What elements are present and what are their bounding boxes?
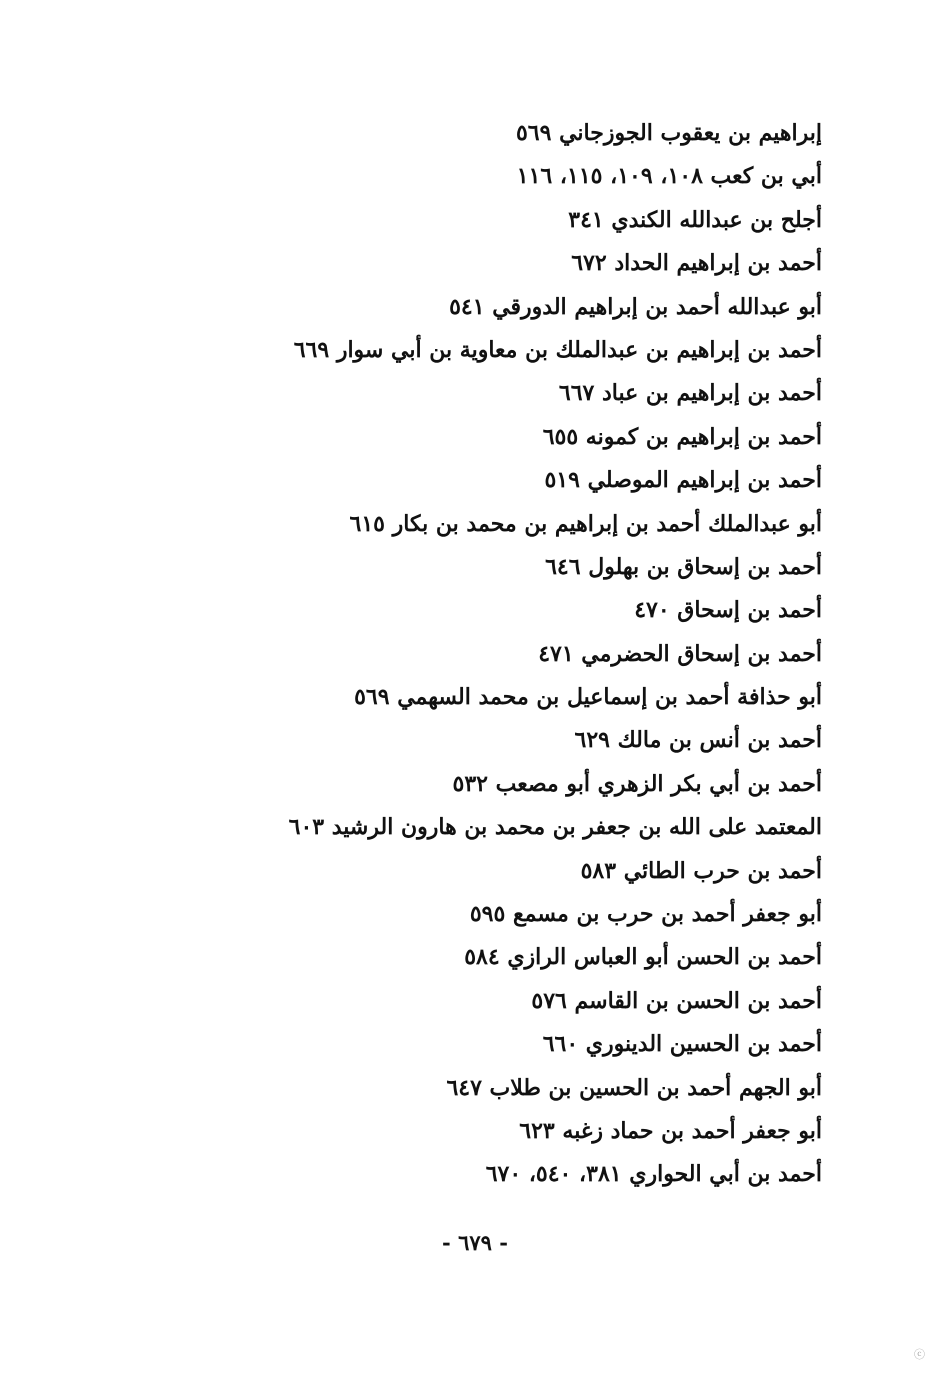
index-entry: أبو عبدالله أحمد بن إبراهيم الدورقي ٥٤١ bbox=[449, 293, 822, 320]
index-entry: أحمد بن إسحاق بن بهلول ٦٤٦ bbox=[545, 553, 822, 580]
index-entry: أحمد بن إبراهيم بن عبدالملك بن معاوية بن أبي سوار ٦٦٩ bbox=[293, 336, 822, 363]
corner-mark: ⓒ bbox=[914, 1348, 925, 1361]
index-list bbox=[102, 112, 822, 1197]
index-entry: أحمد بن إبراهيم الحداد ٦٧٢ bbox=[571, 250, 822, 277]
index-entry: أحمد بن الحسين الدينوري ٦٦٠ bbox=[542, 1031, 822, 1058]
index-entry: أحمد بن إبراهيم الموصلي ٥١٩ bbox=[544, 467, 822, 494]
index-entry: أحمد بن إسحاق ٤٧٠ bbox=[634, 597, 822, 624]
index-entry: أجلح بن عبدالله الكندي ٣٤١ bbox=[568, 206, 822, 233]
index-entry: أحمد بن إبراهيم بن كمونه ٦٥٥ bbox=[542, 423, 822, 450]
index-entry: أحمد بن حرب الطائي ٥٨٣ bbox=[580, 857, 822, 884]
index-entry: إبراهيم بن يعقوب الجوزجاني ٥٦٩ bbox=[515, 120, 822, 146]
index-entry: أبو عبدالملك أحمد بن إبراهيم بن محمد بن بكار ٦١٥ bbox=[349, 510, 822, 537]
index-entry: أبي بن كعب ١٠٨، ١٠٩، ١١٥، ١١٦ bbox=[516, 163, 822, 190]
index-entry: المعتمد على الله بن جعفر بن محمد بن هارون الرشيد ٦٠٣ bbox=[288, 814, 822, 841]
index-entry: أبو جعفر أحمد بن حرب بن مسمع ٥٩٥ bbox=[469, 901, 822, 928]
index-entry: أبو جعفر أحمد بن حماد زغبه ٦٢٣ bbox=[519, 1117, 822, 1144]
index-entry: أحمد بن الحسن بن القاسم ٥٧٦ bbox=[531, 987, 822, 1014]
index-entry: أبو حذافة أحمد بن إسماعيل بن محمد السهمي ٥٦٩ bbox=[354, 684, 822, 711]
index-entry: أحمد بن أنس بن مالك ٦٢٩ bbox=[574, 727, 822, 754]
index-entry: أحمد بن أبي بكر الزهري أبو مصعب ٥٣٢ bbox=[452, 770, 822, 797]
index-entry: أحمد بن الحسن أبو العباس الرازي ٥٨٤ bbox=[464, 944, 822, 971]
page-number: - ٦٧٩ - bbox=[442, 1230, 508, 1255]
index-entry: أبو الجهم أحمد بن الحسين بن طلاب ٦٤٧ bbox=[446, 1074, 822, 1101]
index-entry: أحمد بن أبي الحواري ٣٨١، ٥٤٠، ٦٧٠ bbox=[485, 1161, 822, 1188]
index-entry: أحمد بن إسحاق الحضرمي ٤٧١ bbox=[538, 640, 822, 667]
index-entry: أحمد بن إبراهيم بن عباد ٦٦٧ bbox=[558, 380, 822, 407]
